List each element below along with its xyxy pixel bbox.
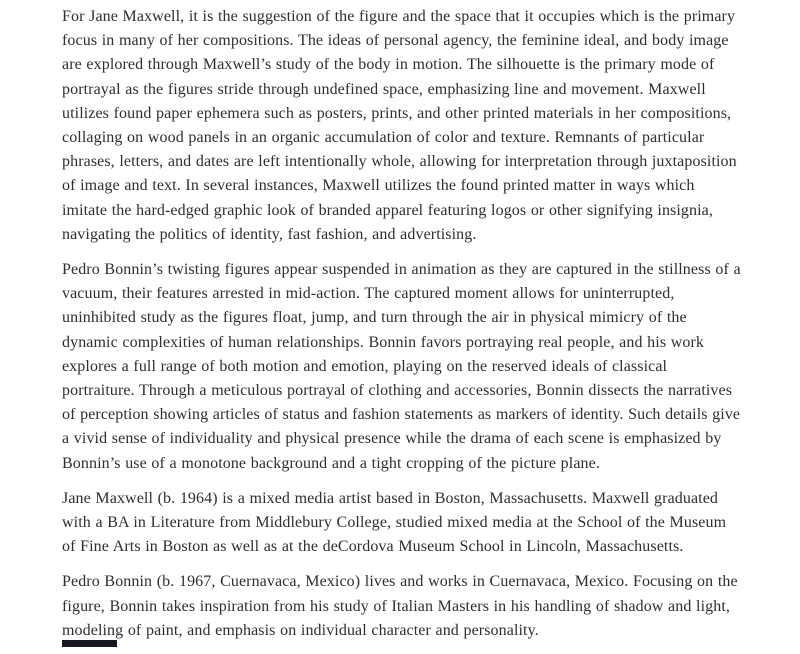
bonnin-artwork-paragraph: Pedro Bonnin’s twisting figures appear suspended in animation as they are captured in the stillness of a vacuum, their features arrested in mid-action. The captured moment allows for uninterrupted, uninhibited study as the figures float, jump, and turn through the air in physical mimicry of the dynamic complexities of human relationships. Bonnin favors portraying real people, and his work explores a full range of both motion and emotion, playing on the reserved ideals of classical portraiture. Through a meticulous portrayal of clothing and accessories, Bonnin dissects the narratives of perception showing articles of status and fashion statements as markers of identity. Such details give a vivid sense of individuality and physical presence while the drama of each scene is emphasized by Bonnin’s use of a monotone background and a tight cropping of the picture plane.: [62, 261, 741, 472]
bonnin-bio-paragraph: Pedro Bonnin (b. 1967, Cuernavaca, Mexico) lives and works in Cuernavaca, Mexico. Focusing on the figure, Bonnin takes inspiration from his study of Italian Masters in his handling of shadow and light, modeling of paint, and emphasis on individual character and personality.: [62, 573, 738, 639]
maxwell-artwork-paragraph: For Jane Maxwell, it is the suggestion of the figure and the space that it occupies which is the primary focus in many of her compositions. The ideas of personal agency, the feminine ideal, and body image are explored through Maxwell’s study of the body in motion. The silhouette is the primary mode of portrayal as the figures stride through undefined space, emphasizing line and movement. Maxwell utilizes found paper ephemera such as posters, prints, and other printed materials in her compositions, collaging on wood panels in an organic accumulation of color and texture. Remnants of particular phrases, letters, and dates are left intentionally whole, allowing for interpretation through juxtaposition of image and text. In several instances, Maxwell utilizes the found printed matter in ways which imitate the hard-edged graphic look of branded apparel featuring logos or other signifying insignia, navigating the politics of identity, fast fashion, and advertising.: [62, 8, 737, 243]
maxwell-bio-paragraph: Jane Maxwell (b. 1964) is a mixed media artist based in Boston, Massachusetts. Maxwell graduated with a BA in Literature from Middlebury College, studied mixed media at the School of the Museum of Fine Arts in Boston as well as at the deCordova Museum School in Lincoln, Massachusetts.: [62, 489, 727, 556]
article-body: [62, 5, 744, 654]
footer-bar: [62, 640, 117, 647]
